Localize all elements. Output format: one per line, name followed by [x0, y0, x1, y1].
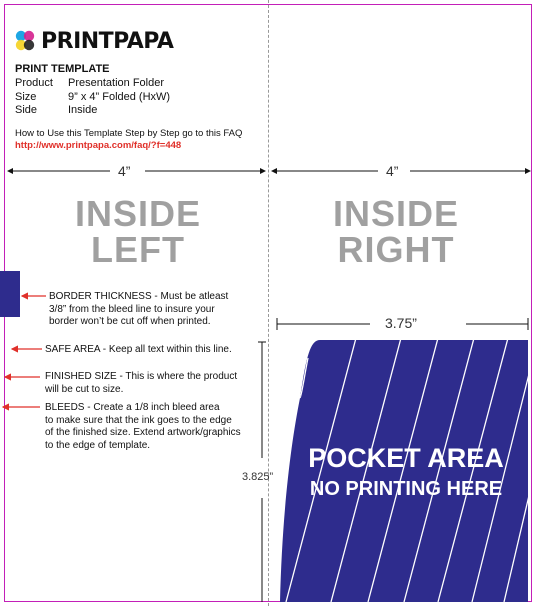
note-line: to make sure that the ink goes to the edge — [45, 414, 232, 426]
meta-label: Side — [15, 104, 38, 116]
meta-label: Product — [15, 77, 53, 89]
note-safe-area: SAFE AREA - Keep all text within this line. — [45, 344, 232, 355]
note-finished-size — [45, 371, 237, 396]
faq-link[interactable]: http://www.printpapa.com/faq/?f=448 — [15, 140, 182, 151]
inside-left-label — [68, 193, 208, 270]
inside-right-line1: INSIDE — [332, 193, 460, 234]
inside-right-label — [324, 193, 468, 270]
border-thickness-sample — [0, 271, 20, 317]
left-width-label: 4” — [118, 163, 131, 179]
inside-right-line2: RIGHT — [337, 229, 455, 270]
logo-wordmark: PRINTPAPA — [41, 28, 174, 54]
howto-text: How to Use this Template Step by Step go to this FAQ — [15, 128, 243, 139]
note-line: BORDER THICKNESS - Must be atleast — [49, 291, 229, 302]
note-line: will be cut to size. — [45, 383, 124, 395]
right-width-label: 4” — [386, 163, 399, 179]
pocket-title: POCKET AREA — [308, 443, 504, 473]
pocket-height-label: 3.825” — [242, 471, 274, 483]
inside-left-line2: LEFT — [91, 229, 185, 270]
meta-value: Inside — [68, 104, 98, 116]
pocket-width-label: 3.75” — [385, 315, 417, 331]
note-bleeds — [45, 402, 241, 452]
inside-left-line1: INSIDE — [74, 193, 202, 234]
note-line: to the edge of template. — [45, 439, 151, 451]
meta-label: Size — [15, 91, 37, 103]
note-line: of the finished size. Extend artwork/graphics — [45, 427, 241, 438]
template-title: PRINT TEMPLATE — [15, 63, 110, 75]
note-line: BLEEDS - Create a 1/8 inch bleed area — [45, 402, 220, 413]
meta-value: 9” x 4” Folded (HxW) — [68, 91, 171, 103]
note-line: border won’t be cut off when printed. — [49, 316, 211, 327]
meta-value: Presentation Folder — [68, 77, 164, 89]
pocket-subtitle: NO PRINTING HERE — [309, 478, 503, 500]
note-border-thickness — [49, 291, 228, 329]
note-line: FINISHED SIZE - This is where the product — [45, 371, 238, 382]
note-line: 3/8” from the bleed line to insure your — [49, 303, 215, 315]
